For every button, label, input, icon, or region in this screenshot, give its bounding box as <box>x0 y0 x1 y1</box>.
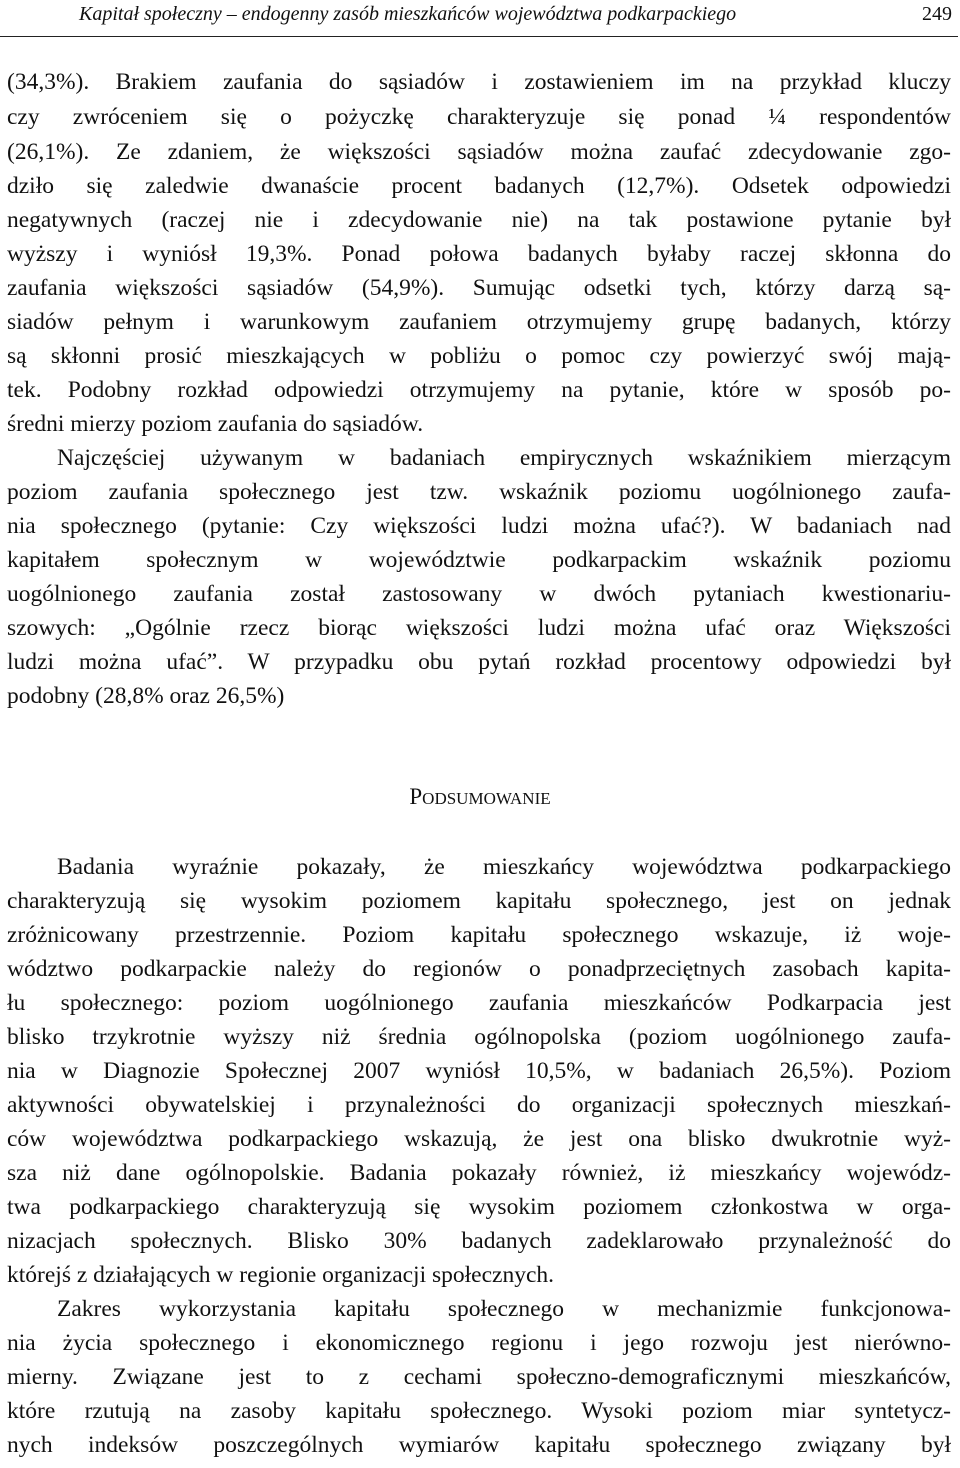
text-line: kapitałem społecznym w województwie podkarpackim wskaźnik poziomu <box>7 547 951 573</box>
text-line: sza niż dane ogólnopolskie. Badania pokazały również, iż mieszkańcy wojewódz- <box>7 1160 951 1186</box>
text-line: którejś z działających w regionie organizacji społecznych. <box>7 1262 555 1288</box>
text-line: blisko trzykrotnie wyższy niż średnia ogólnopolska (poziom uogólnionego zaufa- <box>7 1024 951 1050</box>
text-line: negatywnych (raczej nie i zdecydowanie nie) na tak postawione pytanie był <box>7 207 951 233</box>
text-line: zaufania większości sąsiadów (54,9%). Sumując odsetki tych, którzy darzą są- <box>7 275 951 301</box>
text-line: podobny (28,8% oraz 26,5%) <box>7 683 285 709</box>
header-rule <box>0 36 958 37</box>
text-line: aktywności obywatelskiej i przynależności do organizacji społecznych mieszkań- <box>7 1092 951 1118</box>
text-line: poziom zaufania społecznego jest tzw. wskaźnik poziomu uogólnionego zaufa- <box>7 479 951 505</box>
text-line: czy zwróceniem się o pożyczkę charakteryzuje się ponad ¼ respondentów <box>7 104 951 130</box>
text-line: są skłonni prosić mieszkających w pobliżu o pomoc czy powierzyć swój mają- <box>7 343 951 369</box>
text-line: nych indeksów poszczególnych wymiarów kapitału społecznego związany był <box>7 1432 951 1458</box>
text-line: które rzutują na zasoby kapitału społecznego. Wysoki poziom miar syntetycz- <box>7 1398 951 1424</box>
section-heading: PODSUMOWANIE <box>409 784 551 809</box>
text-line: łu społecznego: poziom uogólnionego zaufania mieszkańców Podkarpacia jest <box>7 990 951 1016</box>
text-line: nia społecznego (pytanie: Czy większości ludzi można ufać?). W badaniach nad <box>7 513 951 539</box>
text-line: ludzi można ufać”. W przypadku obu pytań rozkład procentowy odpowiedzi był <box>7 649 951 675</box>
text-line: siadów pełnym i warunkowym zaufaniem otrzymujemy grupę badanych, którzy <box>7 309 951 335</box>
text-line: tek. Podobny rozkład odpowiedzi otrzymujemy na pytanie, które w sposób po- <box>7 377 951 403</box>
text-line: uogólnionego zaufania został zastosowany w dwóch pytaniach kwestionariu- <box>7 581 951 607</box>
page-number: 249 <box>922 3 952 25</box>
text-line: wództwo podkarpackie należy do regionów o ponadprzeciętnych zasobach kapita- <box>7 956 951 982</box>
running-header <box>0 0 960 40</box>
text-line: nizacjach społecznych. Blisko 30% badanych zadeklarowało przynależność do <box>7 1228 951 1254</box>
text-line: nia życia społecznego i ekonomicznego regionu i jego rozwoju jest nierówno- <box>7 1330 951 1356</box>
text-line: Badania wyraźnie pokazały, że mieszkańcy województwa podkarpackiego <box>57 854 951 880</box>
text-line: średni mierzy poziom zaufania do sąsiadów. <box>7 411 424 437</box>
text-line: wyższy i wyniósł 19,3%. Ponad połowa badanych byłaby raczej skłonna do <box>7 241 951 267</box>
text-line: nia w Diagnozie Społecznej 2007 wyniósł 10,5%, w badaniach 26,5%). Poziom <box>7 1058 951 1084</box>
text-line: Zakres wykorzystania kapitału społecznego w mechanizmie funkcjonowa- <box>57 1296 951 1322</box>
text-line: szowych: „Ogólnie rzecz biorąc większości ludzi można ufać oraz Większości <box>7 615 951 641</box>
text-line: charakteryzują się wysokim poziomem kapitału społecznego, jest on jednak <box>7 888 951 914</box>
text-line: (34,3%). Brakiem zaufania do sąsiadów i zostawieniem im na przykład kluczy <box>7 69 951 95</box>
text-line: ców województwa podkarpackiego wskazują, że jest ona blisko dwukrotnie wyż- <box>7 1126 951 1152</box>
text-line: Najczęściej używanym w badaniach empirycznych wskaźnikiem mierzącym <box>57 445 951 471</box>
text-line: mierny. Związane jest to z cechami społeczno-demograficznymi mieszkańców, <box>7 1364 951 1390</box>
text-line: (26,1%). Ze zdaniem, że większości sąsiadów można zaufać zdecydowanie zgo- <box>7 139 951 165</box>
text-line: twa podkarpackiego charakteryzują się wysokim poziomem członkostwa w orga- <box>7 1194 951 1220</box>
header-title: Kapitał społeczny – endogenny zasób mieszkańców województwa podkarpackiego <box>79 3 737 25</box>
text-line: dziło się zaledwie dwanaście procent badanych (12,7%). Odsetek odpowiedzi <box>7 173 951 199</box>
text-line: zróżnicowany przestrzennie. Poziom kapitału społecznego wskazuje, iż woje- <box>7 922 951 948</box>
